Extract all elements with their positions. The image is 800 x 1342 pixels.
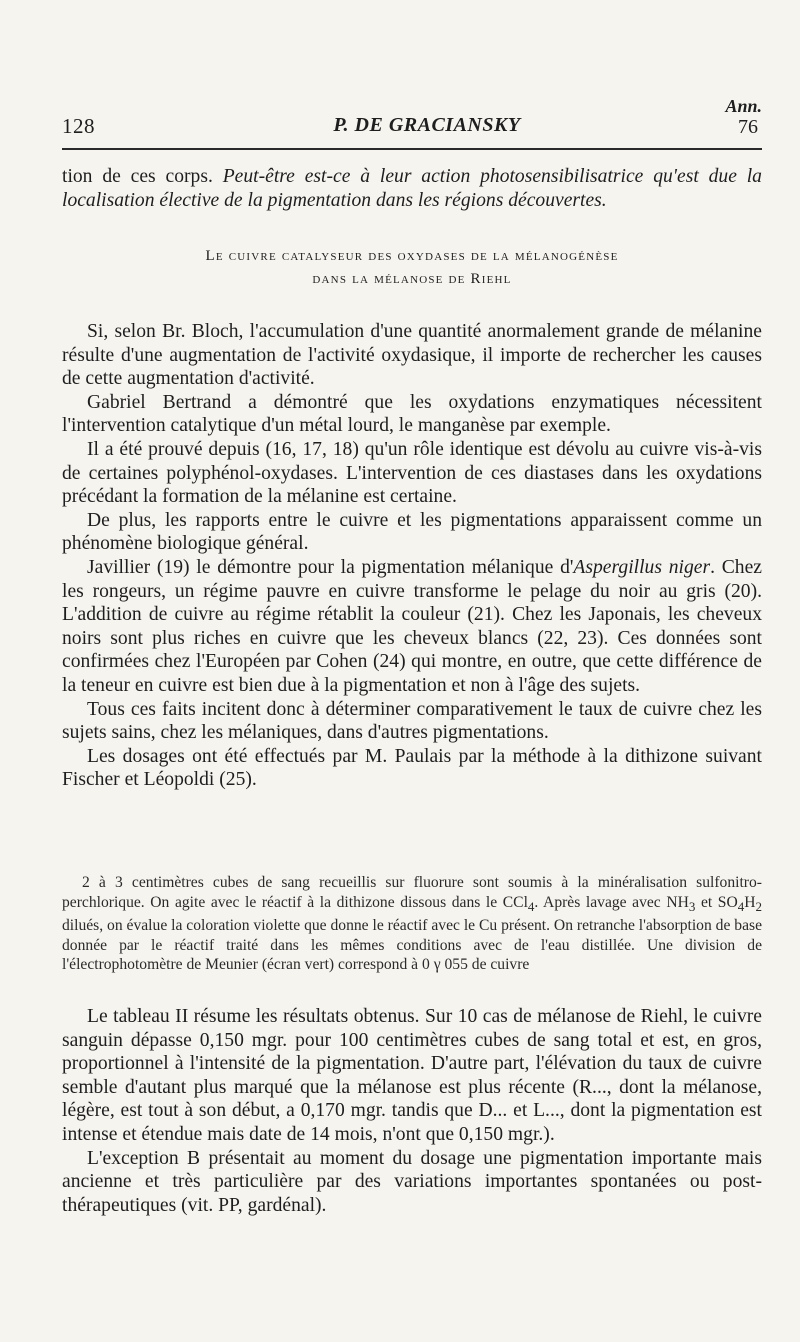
results-paragraph-2: L'exception B présentait au moment du dosage une pigmentation importante mais ancienne et très particulière par des variations importantes spontanées ou post-thérapeutiques (vit. PP, gardénal).: [62, 1147, 762, 1216]
paragraph-2: Gabriel Bertrand a démontré que les oxydations enzymatiques nécessitent l'intervention catalytique d'un métal lourd, le manganèse par exemple.: [62, 391, 762, 437]
section-heading: [62, 245, 762, 291]
paragraph-5-end: . Chez les rongeurs, un régime pauvre en cuivre transforme le pelage du noir au gris (20). L'addition de cuivre au régime rétablit la couleur (21). Chez les Japonais, les cheveux noirs sont plus riches en cuivre que les cheveux blancs (22, 23). Ces données sont confirmées chez l'Européen par Cohen (24) qui montre, en outre, que cette différence de la teneur en cuivre est bien due à la pigmentation et non à l'âge des sujets.: [62, 556, 763, 696]
paragraph-5: [62, 556, 762, 698]
paragraph-3: Il a été prouvé depuis (16, 17, 18) qu'un rôle identique est dévolu au cuivre vis-à-vis de certaines polyphénol-oxydases. L'intervention de ces diastases dans les oxydations précédant la formation de la mélanine est certaine.: [62, 438, 762, 508]
journal-abbreviation: Ann.: [725, 96, 762, 116]
subscript: 3: [688, 898, 696, 914]
paragraph-1: Si, selon Br. Bloch, l'accumulation d'une quantité anormalement grande de mélanine résulte d'une augmentation de l'activité oxydasique, il importe de rechercher les causes de cette augmentation d'activité.: [62, 321, 762, 390]
intro-paragraph: [62, 165, 762, 212]
paragraph-4: De plus, les rapports entre le cuivre et les pigmentations apparaissent comme un phénomène biologique général.: [62, 509, 762, 555]
subscript: 2: [755, 898, 762, 914]
paragraph-5-start: Javillier (19) le démontre pour la pigmentation mélanique d': [87, 556, 574, 578]
intro-text: tion de ces corps.: [62, 166, 223, 187]
running-header: [62, 96, 762, 144]
subscript: 4: [737, 898, 745, 914]
paragraph-6: Tous ces faits incitent donc à déterminer comparativement le taux de cuivre chez les sujets sains, chez les mélaniques, dans d'autres pigmentations.: [62, 698, 762, 744]
results-text: [62, 1005, 762, 1217]
volume-number: 76: [738, 116, 758, 138]
species-name: Aspergillus niger: [573, 556, 711, 578]
method-note-text-5: dilués, on évalue la coloration violette que donne le réactif avec le Cu présent. On retranche l'absorption de base donnée par le réactif traité dans les mêmes conditions avec de l'eau distillée. Une division de l'électrophotomètre de Meunier (écran vert) correspond à 0 γ 055 de cuivre: [62, 917, 762, 974]
body-text: [62, 320, 762, 792]
method-note-text-4: H: [744, 893, 756, 911]
section-heading-line-2: dans la mélanose de Riehl: [312, 271, 512, 287]
subscript: 4: [527, 898, 535, 914]
method-note-text-2: . Après lavage avec NH: [534, 893, 689, 911]
page-number: 128: [62, 114, 95, 138]
paragraph-7: Les dosages ont été effectués par M. Paulais par la méthode à la dithizone suivant Fischer et Léopoldi (25).: [62, 745, 762, 791]
header-rule: [62, 148, 762, 150]
method-note-text-1: 2 à 3 centimètres cubes de sang recueillis sur fluorure sont soumis à la minéralisation sulfonitro-perchlorique. On agite avec le réactif à la dithizone dissous dans le CCl: [62, 874, 762, 911]
section-heading-line-1: Le cuivre catalyseur des oxydases de la mélanogénèse: [205, 248, 619, 264]
method-note-text-3: et SO: [695, 893, 738, 911]
intro-italic-text: Peut-être est-ce à leur action photosensibilisatrice qu'est due la localisation élective de la pigmentation dans les régions découvertes.: [62, 166, 762, 211]
running-author: P. DE GRACIANSKY: [333, 114, 521, 136]
method-note: [62, 873, 762, 975]
results-paragraph-1: Le tableau II résume les résultats obtenus. Sur 10 cas de mélanose de Riehl, le cuivre sanguin dépasse 0,150 mgr. pour 100 centimètres cubes de sang total et est, en gros, proportionnel à l'intensité de la pigmentation. D'autre part, l'élévation du taux de cuivre semble d'autant plus marqué que la mélanose est plus récente (R..., dont la mélanose, légère, est tout à son début, a 0,170 mgr. tandis que D... et L..., dont la pigmentation est intense et étendue mais date de 14 mois, n'ont que 0,150 mgr.).: [62, 1006, 762, 1145]
